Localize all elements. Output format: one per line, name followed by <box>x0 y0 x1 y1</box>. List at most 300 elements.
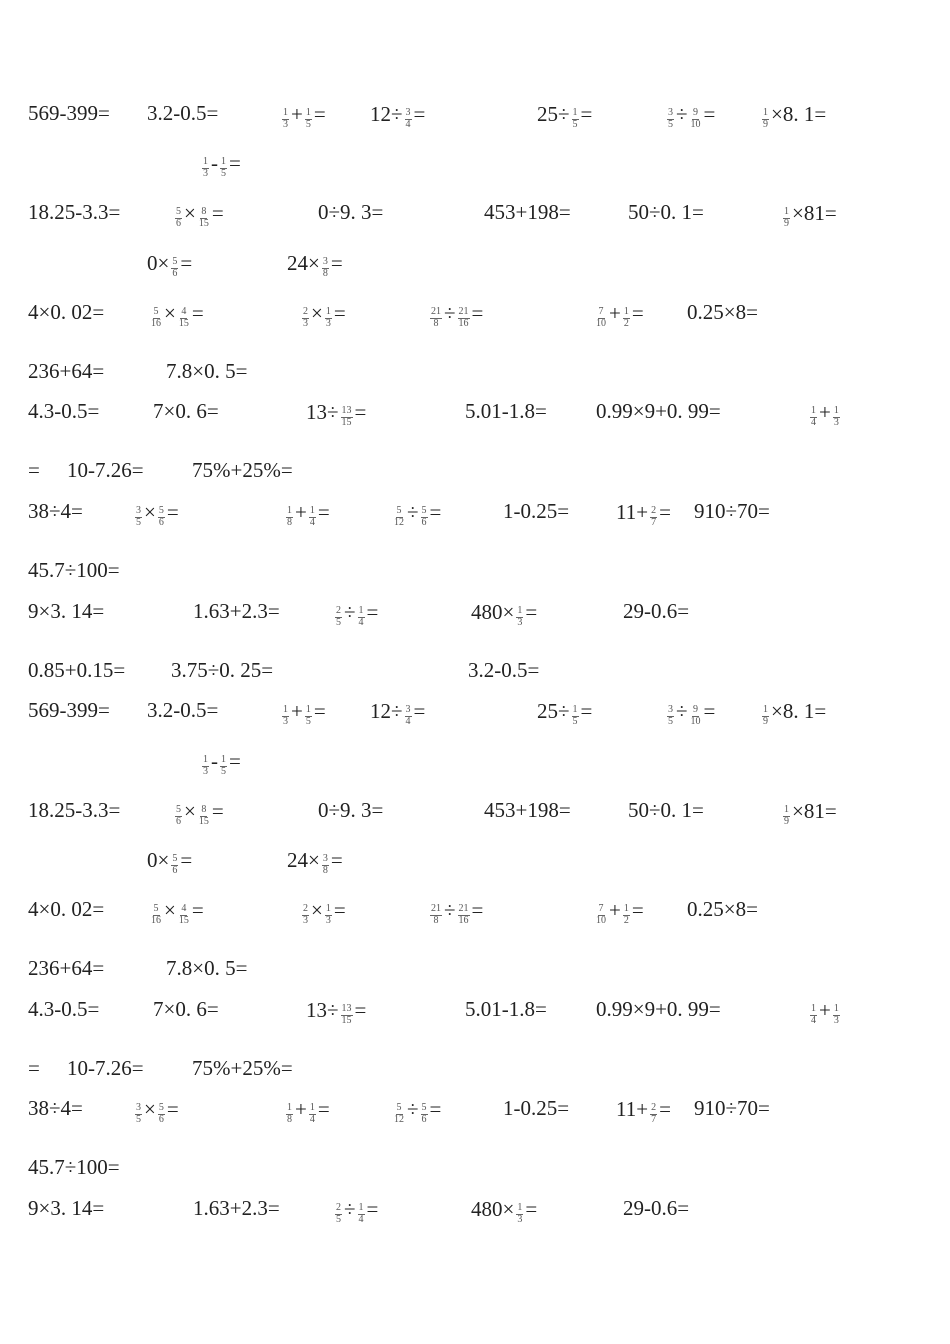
expression-text: ×8. 1= <box>771 698 827 723</box>
fraction-numerator: 1 <box>283 107 288 118</box>
expression-text: = <box>166 1096 179 1121</box>
expression-text: 18.25-3.3= <box>28 200 121 224</box>
fraction-denominator: 5 <box>136 1113 141 1125</box>
fraction-numerator: 4 <box>181 903 187 914</box>
fraction <box>762 108 769 130</box>
problem-item <box>628 800 704 821</box>
expression-text: 9×3. 14= <box>28 1196 105 1220</box>
fraction <box>623 904 630 926</box>
fraction <box>650 1103 657 1125</box>
expression-text: 236+64= <box>28 359 105 383</box>
problem-item <box>173 200 224 229</box>
expression-text: 13÷ <box>306 399 339 424</box>
problem-item <box>28 1058 40 1079</box>
fraction-denominator: 5 <box>305 118 311 130</box>
problem-item <box>28 560 120 581</box>
expression-text: = <box>28 1056 40 1080</box>
fraction-numerator: 5 <box>176 804 181 815</box>
fraction-denominator: 3 <box>303 914 308 926</box>
fraction <box>341 1004 353 1026</box>
fraction-numerator: 5 <box>421 1102 427 1113</box>
fraction <box>335 606 342 628</box>
fraction-denominator: 9 <box>784 217 789 229</box>
problem-item <box>147 250 193 279</box>
fraction <box>595 904 607 926</box>
problem-item <box>28 460 40 481</box>
expression-text: 3.2-0.5= <box>468 658 540 682</box>
fraction-numerator: 1 <box>325 903 331 914</box>
problem-item <box>465 999 547 1020</box>
problem-item <box>616 1096 671 1125</box>
expression-text: = <box>354 399 367 424</box>
expression-text: × <box>144 499 156 524</box>
fraction-denominator: 4 <box>811 416 816 428</box>
fraction-denominator: 8 <box>287 1113 292 1125</box>
fraction-numerator: 1 <box>833 405 839 416</box>
fraction <box>572 108 579 130</box>
expression-text: + <box>819 399 831 424</box>
expression-text: + <box>291 698 303 723</box>
fraction-numerator: 5 <box>158 1102 164 1113</box>
expression-text: = <box>229 150 241 175</box>
expression-text: = <box>525 599 538 624</box>
expression-text: = <box>429 1096 442 1121</box>
problem-item <box>300 897 346 926</box>
expression-text: = <box>191 897 204 922</box>
expression-text: = <box>180 847 193 872</box>
problem-item <box>391 499 442 528</box>
expression-text: 3.75÷0. 25= <box>171 658 274 682</box>
problem-item <box>28 601 104 622</box>
fraction-denominator: 10 <box>596 317 606 329</box>
fraction-numerator: 1 <box>305 107 311 118</box>
expression-text: 0× <box>147 847 170 872</box>
expression-text: = <box>191 300 204 325</box>
fraction-numerator: 5 <box>172 256 178 267</box>
problem-item <box>471 599 538 628</box>
fraction-denominator: 4 <box>811 1014 816 1026</box>
fraction-numerator: 1 <box>784 804 789 815</box>
problem-item <box>318 800 383 821</box>
fraction-numerator: 1 <box>221 156 226 167</box>
fraction <box>595 307 607 329</box>
expression-text: × <box>164 897 176 922</box>
problem-item <box>28 501 83 522</box>
problem-item <box>166 361 247 382</box>
expression-text: 0.99×9+0. 99= <box>596 399 721 423</box>
problem-item <box>468 660 539 681</box>
problem-item <box>28 361 104 382</box>
fraction-denominator: 5 <box>336 616 341 628</box>
problem-item <box>147 847 193 876</box>
problem-item <box>808 399 842 428</box>
fraction <box>158 1103 165 1125</box>
fraction <box>421 506 428 528</box>
fraction <box>302 307 309 329</box>
fraction-denominator: 10 <box>596 914 606 926</box>
fraction-numerator: 13 <box>341 1003 352 1014</box>
expression-text: × <box>164 300 176 325</box>
fraction-numerator: 3 <box>668 107 673 118</box>
problem-item <box>28 1198 104 1219</box>
fraction-numerator: 1 <box>572 704 578 715</box>
fraction <box>783 207 790 229</box>
problem-item <box>391 1096 442 1125</box>
fraction <box>150 307 162 329</box>
expression-text: = <box>659 499 671 524</box>
problem-item <box>148 300 204 329</box>
fraction-denominator: 9 <box>763 715 768 727</box>
fraction-numerator: 1 <box>517 605 523 616</box>
problem-item <box>484 202 571 223</box>
problem-item <box>306 997 367 1026</box>
expression-text: = <box>703 698 716 723</box>
problem-item <box>147 700 218 721</box>
problem-item <box>370 698 426 727</box>
fraction <box>833 1004 840 1026</box>
fraction-numerator: 3 <box>322 256 328 267</box>
problem-item <box>192 1058 293 1079</box>
expression-text: ÷ <box>444 300 456 325</box>
expression-text: = <box>631 897 644 922</box>
fraction <box>341 406 353 428</box>
fraction-numerator: 1 <box>763 704 768 715</box>
fraction <box>393 506 405 528</box>
fraction-numerator: 2 <box>651 1102 657 1113</box>
expression-text: 7.8×0. 5= <box>166 956 248 980</box>
fraction-numerator: 3 <box>405 704 411 715</box>
fraction-numerator: 2 <box>336 605 341 616</box>
expression-text: = <box>354 997 367 1022</box>
expression-text: 0.25×8= <box>687 897 758 921</box>
fraction <box>783 805 790 827</box>
fraction <box>150 904 162 926</box>
fraction-denominator: 4 <box>309 516 315 528</box>
problem-item <box>133 499 179 528</box>
expression-text: = <box>211 200 224 225</box>
fraction <box>810 1004 817 1026</box>
problem-item <box>28 103 110 124</box>
fraction <box>358 606 365 628</box>
fraction <box>286 506 293 528</box>
expression-text: 236+64= <box>28 956 105 980</box>
expression-text: 50÷0. 1= <box>628 200 704 224</box>
fraction <box>305 705 312 727</box>
expression-text: ×81= <box>792 798 837 823</box>
expression-text: ÷ <box>344 1196 356 1221</box>
problem-item <box>200 150 241 179</box>
problem-item <box>173 798 224 827</box>
fraction-denominator: 8 <box>433 914 439 926</box>
expression-text: = <box>471 897 484 922</box>
fraction-numerator: 1 <box>203 754 208 765</box>
expression-text: 1-0.25= <box>503 499 570 523</box>
problem-item <box>287 847 343 876</box>
fraction-denominator: 16 <box>151 317 161 329</box>
expression-text: ÷ <box>407 1096 419 1121</box>
expression-text: = <box>180 250 193 275</box>
fraction-denominator: 15 <box>341 416 352 428</box>
fraction-denominator: 6 <box>176 217 181 229</box>
expression-text: = <box>317 1096 330 1121</box>
problem-item <box>333 1196 379 1225</box>
fraction <box>458 307 470 329</box>
fraction-numerator: 8 <box>201 206 207 217</box>
expression-text: 75%+25%= <box>192 1056 293 1080</box>
expression-text: 7×0. 6= <box>153 399 219 423</box>
fraction <box>198 207 210 229</box>
fraction <box>309 1103 316 1125</box>
problem-item <box>28 401 99 422</box>
fraction <box>202 755 209 777</box>
expression-text: 0.85+0.15= <box>28 658 126 682</box>
expression-text: = <box>211 798 224 823</box>
fraction <box>335 1203 342 1225</box>
expression-text: 18.25-3.3= <box>28 798 121 822</box>
fraction-denominator: 15 <box>198 815 209 827</box>
fraction <box>135 506 142 528</box>
expression-text: = <box>229 748 241 773</box>
expression-text: 4.3-0.5= <box>28 399 100 423</box>
fraction <box>690 705 702 727</box>
fraction-denominator: 5 <box>221 167 226 179</box>
fraction-numerator: 13 <box>341 405 352 416</box>
fraction-denominator: 8 <box>322 864 328 876</box>
fraction-numerator: 5 <box>421 505 427 516</box>
fraction-numerator: 1 <box>309 505 315 516</box>
fraction-denominator: 6 <box>176 815 181 827</box>
fraction-denominator: 3 <box>833 1014 839 1026</box>
problem-item <box>596 999 721 1020</box>
fraction <box>302 904 309 926</box>
expression-text: 1-0.25= <box>503 1096 570 1120</box>
fraction-numerator: 1 <box>283 704 288 715</box>
expression-text: 3.2-0.5= <box>147 698 219 722</box>
problem-item <box>148 897 204 926</box>
fraction-denominator: 3 <box>325 914 331 926</box>
expression-text: 38÷4= <box>28 499 83 523</box>
fraction-denominator: 2 <box>623 914 629 926</box>
expression-text: ÷ <box>676 698 688 723</box>
fraction-denominator: 6 <box>158 1113 164 1125</box>
expression-text: 24× <box>287 847 320 872</box>
fraction <box>572 705 579 727</box>
fraction-denominator: 6 <box>421 1113 427 1125</box>
expression-text: = <box>313 698 326 723</box>
problem-item <box>28 958 104 979</box>
fraction <box>833 406 840 428</box>
fraction-denominator: 6 <box>172 267 178 279</box>
expression-text: = <box>429 499 442 524</box>
fraction-numerator: 1 <box>287 1102 292 1113</box>
fraction-numerator: 3 <box>136 505 141 516</box>
fraction-numerator: 5 <box>158 505 164 516</box>
expression-text: + <box>609 897 621 922</box>
expression-text: = <box>333 300 346 325</box>
expression-text: = <box>366 1196 379 1221</box>
fraction-numerator: 21 <box>458 306 469 317</box>
expression-text: + <box>295 499 307 524</box>
fraction-numerator: 1 <box>358 1202 364 1213</box>
expression-text: = <box>366 599 379 624</box>
fraction-denominator: 5 <box>572 118 578 130</box>
fraction-numerator: 21 <box>431 306 441 317</box>
fraction-denominator: 4 <box>405 715 411 727</box>
expression-text: × <box>184 200 196 225</box>
fraction <box>358 1203 365 1225</box>
expression-text: = <box>631 300 644 325</box>
fraction <box>405 108 412 130</box>
fraction-denominator: 9 <box>784 815 789 827</box>
problem-item <box>280 101 326 130</box>
expression-text: 50÷0. 1= <box>628 798 704 822</box>
expression-text: × <box>311 300 323 325</box>
expression-text: 13÷ <box>306 997 339 1022</box>
fraction-denominator: 8 <box>287 516 292 528</box>
expression-text: 0÷9. 3= <box>318 200 384 224</box>
fraction <box>667 108 674 130</box>
problem-item <box>593 897 644 926</box>
fraction-denominator: 5 <box>136 516 141 528</box>
expression-text: 4×0. 02= <box>28 897 105 921</box>
problem-item <box>760 698 827 727</box>
fraction-denominator: 5 <box>668 715 673 727</box>
fraction-denominator: 5 <box>668 118 673 130</box>
fraction-denominator: 10 <box>690 715 701 727</box>
fraction-numerator: 1 <box>517 1202 523 1213</box>
expression-text: 480× <box>471 599 515 624</box>
fraction-denominator: 16 <box>458 914 469 926</box>
fraction <box>623 307 630 329</box>
fraction-numerator: 5 <box>172 853 178 864</box>
expression-text: = <box>471 300 484 325</box>
fraction-numerator: 5 <box>153 306 159 317</box>
fraction-denominator: 3 <box>203 167 208 179</box>
expression-text: 29-0.6= <box>623 1196 690 1220</box>
fraction-denominator: 3 <box>517 616 523 628</box>
fraction-numerator: 1 <box>305 704 311 715</box>
expression-text: + <box>819 997 831 1022</box>
problem-item <box>665 698 716 727</box>
fraction <box>220 157 227 179</box>
expression-text: 45.7÷100= <box>28 1155 120 1179</box>
expression-text: = <box>413 698 426 723</box>
fraction-numerator: 1 <box>572 107 578 118</box>
fraction-numerator: 1 <box>358 605 364 616</box>
fraction <box>175 207 182 229</box>
fraction-numerator: 7 <box>598 903 604 914</box>
problem-item <box>537 698 593 727</box>
problem-item <box>596 401 721 422</box>
expression-text: = <box>580 698 593 723</box>
fraction <box>171 257 178 279</box>
problem-item <box>284 1096 330 1125</box>
fraction-denominator: 3 <box>283 118 288 130</box>
problem-item <box>67 460 144 481</box>
fraction-numerator: 5 <box>153 903 159 914</box>
fraction-denominator: 5 <box>336 1213 341 1225</box>
fraction <box>175 805 182 827</box>
expression-text: × <box>144 1096 156 1121</box>
problem-item <box>28 1098 83 1119</box>
expression-text: = <box>703 101 716 126</box>
expression-text: × <box>184 798 196 823</box>
expression-text: = <box>659 1096 671 1121</box>
fraction-denominator: 3 <box>833 416 839 428</box>
problem-item <box>171 660 273 681</box>
fraction <box>309 506 316 528</box>
expression-text: 3.2-0.5= <box>147 101 219 125</box>
problem-item <box>687 899 758 920</box>
expression-text: ×81= <box>792 200 837 225</box>
fraction <box>690 108 702 130</box>
fraction-numerator: 1 <box>763 107 768 118</box>
expression-text: 7.8×0. 5= <box>166 359 248 383</box>
fraction-numerator: 9 <box>693 704 699 715</box>
fraction <box>393 1103 405 1125</box>
problem-item <box>623 601 689 622</box>
expression-text: = <box>525 1196 538 1221</box>
expression-text: 10-7.26= <box>67 1056 144 1080</box>
fraction-numerator: 1 <box>221 754 226 765</box>
fraction-denominator: 4 <box>358 616 364 628</box>
fraction <box>220 755 227 777</box>
fraction-numerator: 1 <box>811 1003 816 1014</box>
fraction-denominator: 3 <box>517 1213 523 1225</box>
problem-item <box>318 202 383 223</box>
expression-text: 11+ <box>616 1096 649 1121</box>
problem-item <box>28 999 99 1020</box>
expression-text: 4.3-0.5= <box>28 997 100 1021</box>
problem-item <box>147 103 218 124</box>
fraction-numerator: 5 <box>396 505 402 516</box>
fraction-numerator: 9 <box>693 107 699 118</box>
fraction-denominator: 6 <box>158 516 164 528</box>
fraction-denominator: 4 <box>309 1113 315 1125</box>
problem-item <box>193 601 280 622</box>
problem-item <box>280 698 326 727</box>
problem-item <box>503 1098 569 1119</box>
problem-item <box>28 202 120 223</box>
expression-text: = <box>330 250 343 275</box>
expression-text: 45.7÷100= <box>28 558 120 582</box>
fraction-denominator: 9 <box>763 118 768 130</box>
problem-item <box>153 401 219 422</box>
fraction-numerator: 2 <box>303 903 308 914</box>
fraction-numerator: 3 <box>322 853 328 864</box>
expression-text: 12÷ <box>370 698 403 723</box>
fraction-numerator: 1 <box>623 903 629 914</box>
expression-text: 5.01-1.8= <box>465 997 547 1021</box>
problem-item <box>628 202 704 223</box>
problem-item <box>593 300 644 329</box>
expression-text: 910÷70= <box>694 499 770 523</box>
fraction-denominator: 6 <box>172 864 178 876</box>
expression-text: 569-399= <box>28 698 110 722</box>
expression-text: 4×0. 02= <box>28 300 105 324</box>
fraction <box>430 904 442 926</box>
problem-item <box>133 1096 179 1125</box>
fraction-numerator: 2 <box>651 505 657 516</box>
problem-item <box>370 101 426 130</box>
expression-text: 25÷ <box>537 101 570 126</box>
fraction-denominator: 8 <box>322 267 328 279</box>
expression-text: = <box>580 101 593 126</box>
problem-item <box>687 302 758 323</box>
problem-item <box>760 101 827 130</box>
problem-item <box>694 501 770 522</box>
expression-text: × <box>311 897 323 922</box>
